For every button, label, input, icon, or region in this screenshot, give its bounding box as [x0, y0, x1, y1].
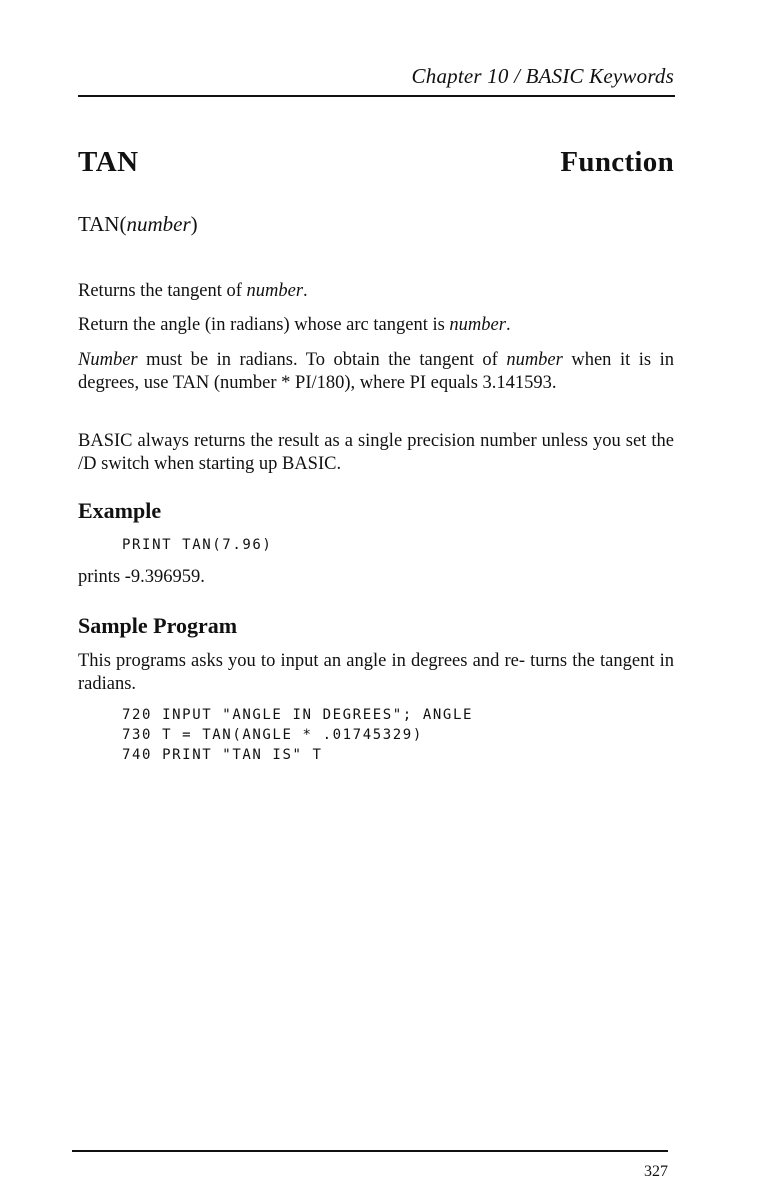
footer-rule [72, 1150, 668, 1152]
text-run: . [303, 281, 308, 301]
example-code: PRINT TAN(7.96) [122, 537, 273, 553]
text-run-italic: Number [78, 350, 138, 370]
text-run-italic: number [246, 281, 304, 301]
paragraph-precision: BASIC always returns the result as a single precision number unless you set the /D switch when starting up BASIC. [78, 431, 674, 474]
keyword-type: Function [560, 146, 674, 178]
section-heading-example: Example [78, 498, 162, 523]
example-result: prints -9.396959. [78, 567, 205, 587]
running-header: Chapter 10 / BASIC Keywords [411, 64, 674, 88]
text-run-italic: number [449, 315, 506, 335]
sample-program-code [122, 705, 473, 765]
paragraph-arc-tangent [78, 314, 674, 337]
header-rule [78, 95, 675, 97]
keyword-title: TAN [78, 146, 139, 178]
section-heading-sample-program: Sample Program [78, 613, 238, 638]
paragraph-returns [78, 280, 674, 303]
text-run-italic: number [506, 350, 563, 370]
text-run: must be in radians. To obtain the tangent of [137, 350, 507, 370]
text-run: when it is in degrees, use TAN (number * PI/180), where PI equals 3.141593. [78, 350, 674, 393]
text-run: . [505, 315, 511, 335]
syntax-function: TAN( [78, 212, 127, 236]
text-run: Returns the tangent of [78, 281, 247, 301]
paragraph-radians [78, 349, 674, 395]
sample-description: This programs asks you to input an angle in degrees and re- turns the tangent in radians. [78, 651, 674, 694]
page-number: 327 [644, 1163, 668, 1180]
syntax-line [78, 212, 198, 237]
code-line: 720 INPUT "ANGLE IN DEGREES"; ANGLE [122, 707, 474, 723]
text-run: Return the angle (in radians) whose arc tangent is [78, 315, 450, 335]
code-line: 740 PRINT "TAN IS" T [122, 747, 323, 763]
syntax-argument: number [126, 212, 191, 236]
code-line: 730 T = TAN(ANGLE * .01745329) [122, 727, 423, 743]
syntax-close: ) [190, 212, 198, 236]
